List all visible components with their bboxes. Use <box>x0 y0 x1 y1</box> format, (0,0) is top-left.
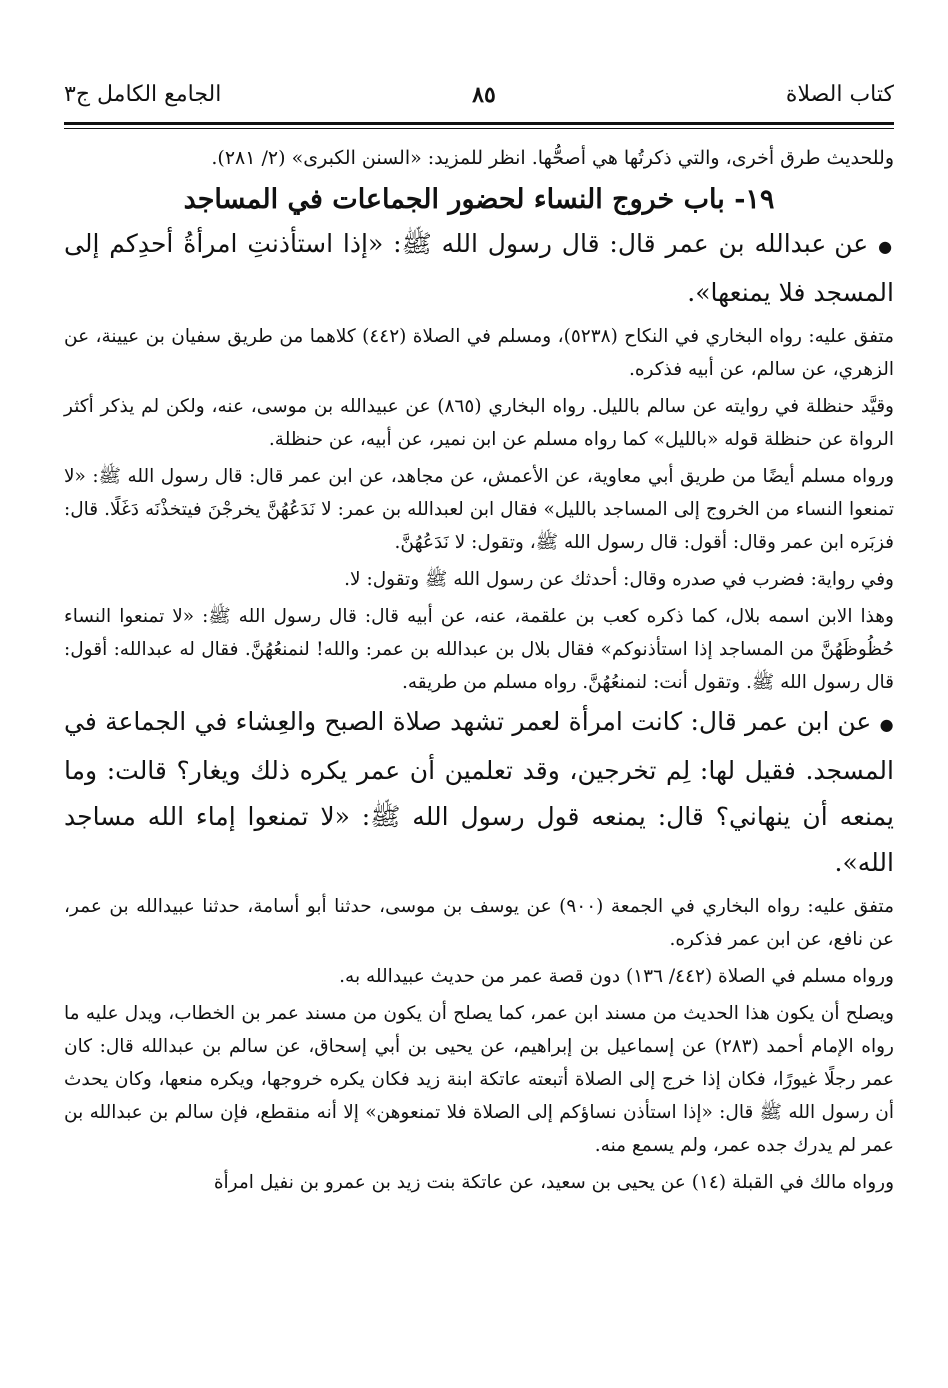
takhrij-note: ورواه مالك في القبلة (١٤) عن يحيى بن سعيد، عن عاتكة بنت زيد بن عمرو بن نفيل امرأة <box>213 1172 894 1193</box>
takhrij-note: وهذا الابن اسمه بلال، كما ذكره كعب بن علقمة، عنه، عن أبيه قال: قال رسول الله ﷺ: «لا تمنعوا النساء حُظُوظَهُنَّ من المساجد إذا استأذنوكم» فقال بلال بن عبدالله بن عمر: والله! لنمنعُهُنَّ. فقال له عبدالله: أقول: قال رسول الله ﷺ. وتقول أنت: لنمنعُهُنَّ. رواه مسلم من طريقه. <box>64 606 894 693</box>
series-title: الجامع الكامل ج٣ <box>64 82 222 107</box>
takhrij-note: ويصلح أن يكون هذا الحديث من مسند ابن عمر، كما يصلح أن يكون من مسند عمر بن الخطاب، ويدل عليه ما رواه الإمام أحمد (٢٨٣) عن إسماعيل بن إبراهيم، عن يحيى بن أبي إسحاق، عن سالم بن عبدالله قال: كان عمر رجلًا غيورًا، فكان إذا خرج إلى الصلاة أتبعته عاتكة ابنة زيد فكان يكره خروجها، ويكره منعها، وكان يحدث أن رسول الله ﷺ قال: «إذا استأذن نساؤكم إلى الصلاة فلا تمنعوهن» إلا أنه منقطع، فإن سالم بن عبدالله بن عمر لم يدرك جده عمر، ولم يسمع منه. <box>64 1003 894 1156</box>
hadith-text-1 <box>64 221 894 316</box>
takhrij-note: ورواه مسلم أيضًا من طريق أبي معاوية، عن الأعمش، عن مجاهد، عن ابن عمر قال: قال رسول الله ﷺ: «لا تمنعوا النساء من الخروج إلى المساجد بالليل» فقال ابن لعبدالله بن عمر: لا نَدَعُهُنَّ يخرجْنَ فيتخذْنَه دَغَلًا. قال: فزبَره ابن عمر وقال: أقول: قال رسول الله ﷺ، وتقول: لا نَدَعُهُنَّ. <box>64 466 894 553</box>
bullet-icon: ● <box>879 715 894 734</box>
hadith-1-body: عن عبدالله بن عمر قال: قال رسول الله ﷺ: «إذا استأذنتِ امرأةُ أحدِكم إلى المسجد فلا يمنعها». <box>64 229 894 307</box>
book-title: كتاب الصلاة <box>785 82 894 107</box>
bullet-icon: ● <box>878 237 894 256</box>
hadith-text-2 <box>64 699 894 886</box>
page-number: ٨٥ <box>472 82 496 108</box>
chapter-heading: ١٩- باب خروج النساء لحضور الجماعات في المساجد <box>183 184 775 215</box>
document-page <box>64 78 894 1199</box>
header-rule <box>64 122 894 125</box>
takhrij-note: ورواه مسلم في الصلاة (٤٤٢/ ١٣٦) دون قصة عمر من حديث عبيدالله به. <box>339 966 894 987</box>
takhrij-note: متفق عليه: رواه البخاري في النكاح (٥٢٣٨)، ومسلم في الصلاة (٤٤٢) كلاهما من طريق سفيان بن عيينة، عن الزهري، عن سالم، عن أبيه فذكره. <box>64 326 894 380</box>
running-header <box>64 78 894 116</box>
hadith-2-body: عن ابن عمر قال: كانت امرأة لعمر تشهد صلاة الصبح والعِشاء في الجماعة في المسجد. فقيل لها: لِم تخرجين، وقد تعلمين أن عمر يكره ذلك ويغار؟ قالت: وما يمنعه أن ينهاني؟ قال: يمنعه قول رسول الله ﷺ: «لا تمنعوا إماء الله مساجد الله». <box>64 707 894 877</box>
takhrij-note: وقيَّد حنظلة في روايته عن سالم بالليل. رواه البخاري (٨٦٥) عن عبيدالله بن موسى، عنه، ولكن لم يذكر أكثر الرواة عن حنظلة قوله «بالليل» كما رواه مسلم عن ابن نمير، عن أبيه، عن حنظلة. <box>64 396 894 450</box>
takhrij-note: متفق عليه: رواه البخاري في الجمعة (٩٠٠) عن يوسف بن موسى، حدثنا أبو أسامة، حدثنا عبيدالله بن عمر، عن نافع، عن ابن عمر فذكره. <box>64 896 894 950</box>
takhrij-note: وفي رواية: فضرب في صدره وقال: أحدثك عن رسول الله ﷺ وتقول: لا. <box>344 569 894 590</box>
intro-note: وللحديث طرق أخرى، والتي ذكرتُها هي أصحُّها. انظر للمزيد: «السنن الكبرى» (٢/ ٢٨١). <box>211 147 894 169</box>
